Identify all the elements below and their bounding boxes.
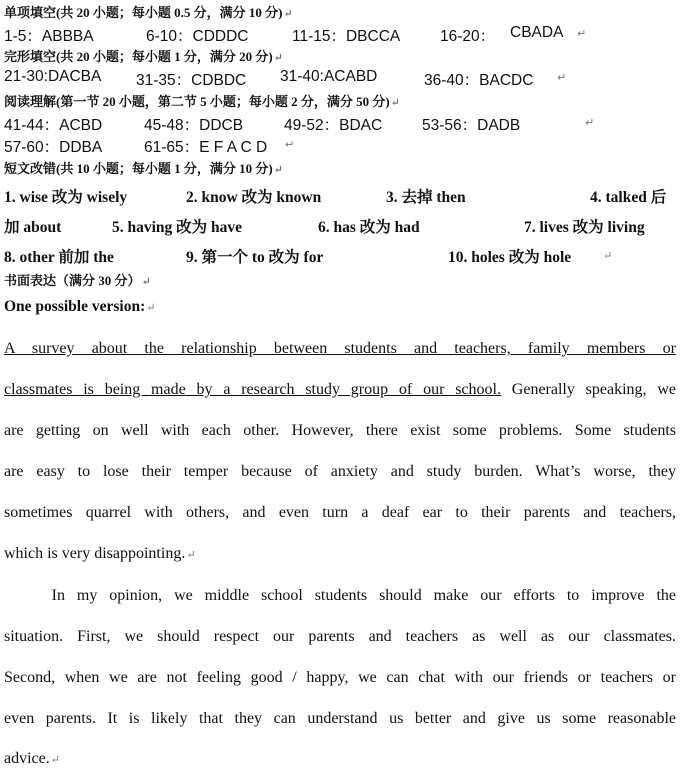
paragraph-mark-icon: ↵ [50,754,60,766]
correction-item: 1. wise 改为 wisely [4,189,128,206]
writing-label-text: One possible version: [4,298,146,315]
corrections-row-2 [0,215,680,237]
essay-text: Generally speaking, we [500,381,677,398]
essay-line: even parents. It is likely that they can understand us better and give us some reasonable [4,710,676,727]
correction-item: 8. other 前加 the [4,249,114,266]
essay-line: A survey about the relationship between students and teachers, family members or [4,340,676,357]
essay-line: In my opinion, we middle school students should make our efforts to improve the [4,587,676,604]
answer-group: 16-20： [440,28,496,45]
answer-group: 31-40:ACABD [280,68,378,85]
answer-group: 45-48：DDCB [144,117,244,134]
answer-group: 21-30:DACBA [4,68,102,85]
writing-heading-text: 书面表达（满分 30 分） [4,273,141,288]
paragraph-mark-icon: ↵ [390,97,400,109]
paragraph-mark-icon: ↵ [557,72,567,84]
answer-group: 36-40：BACDC [424,72,534,89]
error-correction-heading [4,158,283,177]
reading-heading-text: 阅读理解(第一节 20 小题，第二节 5 小题；每小题 2 分，满分 50 分) [4,94,390,109]
answer-group: 11-15：DBCCA [292,28,401,45]
essay-line: Second, when we are not feeling good / happy, we can chat with our friends or teachers or [4,669,676,686]
essay-line: are getting on well with each other. However, there exist some problems. Some students [4,422,676,439]
essay-line: situation. First, we should respect our parents and teachers as well as our classmates. [4,628,676,645]
correction-item: 9. 第一个 to 改为 for [186,249,324,266]
corrections-row-1 [0,185,680,207]
answer-group: 61-65：E F A C D [144,139,268,156]
error-correction-heading-text: 短文改错(共 10 小题；每小题 1 分，满分 10 分) [4,161,273,176]
correction-item: 4. talked 后 [590,189,667,206]
essay-line [4,381,676,399]
single-choice-answers [0,24,680,44]
cloze-heading-text: 完形填空(共 20 小题；每小题 1 分，满分 20 分) [4,49,273,64]
reading-answers-row-2 [0,135,680,155]
answer-group: 1-5：ABBBA [4,28,94,45]
answer-group: 31-35：CDBDC [136,72,247,89]
cloze-heading [4,46,283,65]
paragraph-mark-icon: ↵ [146,302,156,314]
paragraph-mark-icon: ↵ [186,549,196,561]
paragraph-mark-icon: ↵ [273,164,283,176]
answer-group: 53-56：DADB [422,117,521,134]
reading-heading [4,91,400,110]
essay-line [4,545,196,563]
answer-group: 49-52：BDAC [284,117,383,134]
writing-label [4,298,155,316]
answer-group: CBADA [510,24,564,41]
correction-item: 10. holes 改为 hole [448,249,572,266]
single-choice-heading-text: 单项填空(共 20 小题；每小题 0.5 分，满分 10 分) [4,5,283,20]
paragraph-mark-icon: ↵ [603,250,613,262]
cloze-answers [0,68,680,88]
essay-line: are easy to lose their temper because of anxiety and study burden. What’s worse, they [4,463,676,480]
paragraph-mark-icon: ↵ [283,8,293,20]
reading-answers-row-1 [0,113,680,133]
essay-text: advice. [4,750,50,767]
paragraph-mark-icon: ↵ [577,28,587,40]
answer-group: 41-44：ACBD [4,117,103,134]
single-choice-heading [4,2,293,21]
answer-group: 6-10：CDDDC [146,28,249,45]
answer-group: 57-60：DDBA [4,139,103,156]
essay-line [4,750,60,768]
paragraph-mark-icon: ↵ [585,117,595,129]
correction-item: 3. 去掉 then [386,189,466,206]
correction-item: 5. having 改为 have [112,219,243,236]
essay-text: which is very disappointing. [4,545,186,562]
corrections-row-3 [0,245,680,267]
essay-underlined-text: classmates is being made by a research study group of our school. [4,381,501,398]
writing-heading [4,270,151,289]
correction-item: 7. lives 改为 living [524,219,645,236]
paragraph-mark-icon: ↵ [273,52,283,64]
paragraph-mark-icon: ↵ [285,139,295,151]
correction-item: 6. has 改为 had [318,219,420,236]
correction-item: 加 about [4,219,62,236]
paragraph-mark-icon: ↵ [141,276,151,288]
correction-item: 2. know 改为 known [186,189,322,206]
essay-line: sometimes quarrel with others, and even turn a deaf ear to their parents and teachers, [4,504,676,521]
